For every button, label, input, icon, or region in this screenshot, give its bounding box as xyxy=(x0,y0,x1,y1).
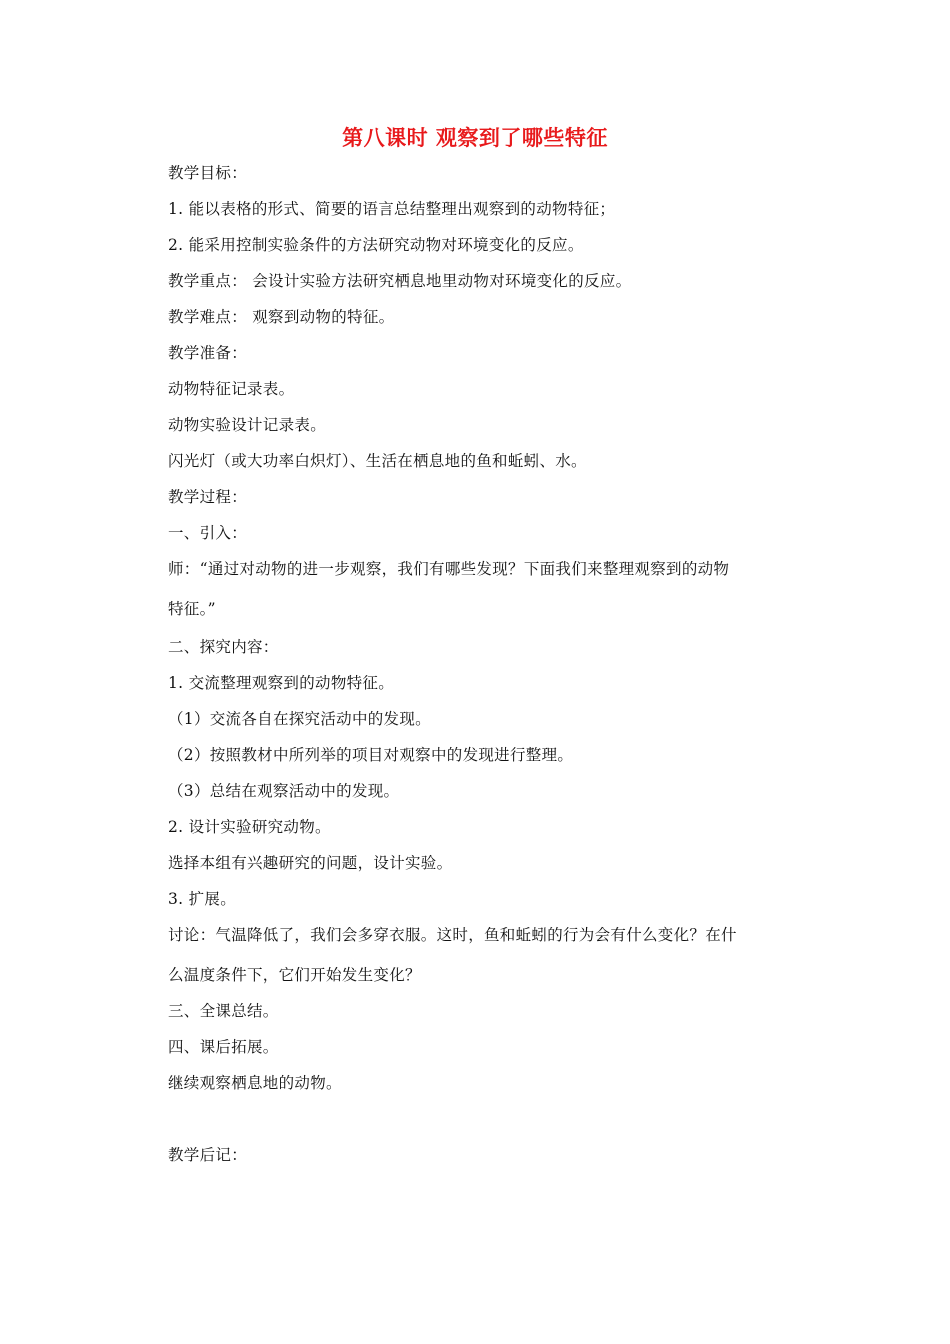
teacher-quote-line-1: 师：“通过对动物的进一步观察，我们有哪些发现？下面我们来整理观察到的动物 xyxy=(168,560,730,578)
teaching-key-point: 教学重点： 会设计实验方法研究栖息地里动物对环境变化的反应。 xyxy=(168,272,632,290)
extension-detail: 继续观察栖息地的动物。 xyxy=(168,1074,342,1092)
inquiry-subitem-2: （2）按照教材中所列举的项目对观察中的发现进行整理。 xyxy=(168,746,574,764)
objective-1: 1. 能以表格的形式、简要的语言总结整理出观察到的动物特征； xyxy=(168,200,616,218)
teaching-objectives-heading: 教学目标： xyxy=(168,164,248,182)
inquiry-subitem-1: （1）交流各自在探究活动中的发现。 xyxy=(168,710,431,728)
preparation-item-1: 动物特征记录表。 xyxy=(168,380,295,398)
inquiry-item-3: 3. 扩展。 xyxy=(168,890,237,908)
section-extension: 四、课后拓展。 xyxy=(168,1038,279,1056)
inquiry-item-2: 2. 设计实验研究动物。 xyxy=(168,818,331,836)
section-introduction: 一、引入： xyxy=(168,524,248,542)
teaching-preparation-heading: 教学准备： xyxy=(168,344,248,362)
teaching-notes-heading: 教学后记： xyxy=(168,1146,248,1164)
inquiry-item-1: 1. 交流整理观察到的动物特征。 xyxy=(168,674,395,692)
teacher-quote-line-2: 特征。” xyxy=(168,600,216,618)
inquiry-subitem-3: （3）总结在观察活动中的发现。 xyxy=(168,782,400,800)
teaching-difficulty: 教学难点： 观察到动物的特征。 xyxy=(168,308,395,326)
discussion-line-1: 讨论：气温降低了，我们会多穿衣服。这时，鱼和蚯蚓的行为会有什么变化？在什 xyxy=(168,926,737,944)
discussion-line-2: 么温度条件下，它们开始发生变化？ xyxy=(168,966,421,984)
preparation-item-3: 闪光灯（或大功率白炽灯）、生活在栖息地的鱼和蚯蚓、水。 xyxy=(168,452,587,470)
preparation-item-2: 动物实验设计记录表。 xyxy=(168,416,327,434)
teaching-process-heading: 教学过程： xyxy=(168,488,248,506)
section-inquiry: 二、探究内容： xyxy=(168,638,279,656)
section-summary: 三、全课总结。 xyxy=(168,1002,279,1020)
document-title: 第八课时 观察到了哪些特征 xyxy=(342,126,608,150)
objective-2: 2. 能采用控制实验条件的方法研究动物对环境变化的反应。 xyxy=(168,236,584,254)
inquiry-item-2-detail: 选择本组有兴趣研究的问题，设计实验。 xyxy=(168,854,453,872)
